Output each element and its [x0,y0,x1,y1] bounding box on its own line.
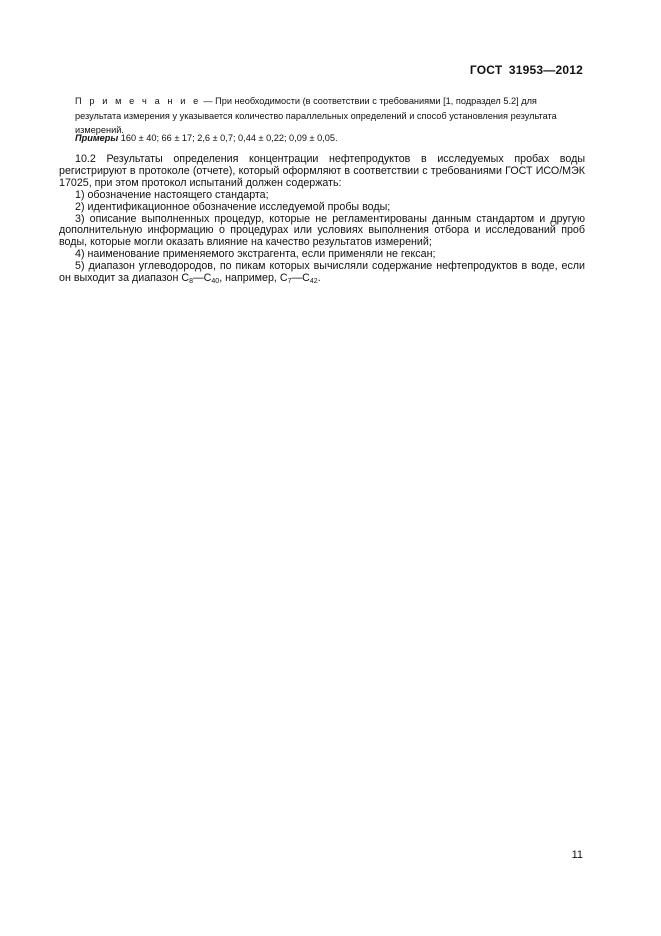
range-dash-1: —С [192,272,212,285]
list-item-4: 4) наименование применяемого экстрагента, если применяли не гексан; [75,248,436,261]
subscript-c7: 7 [287,278,292,286]
list-item-5-mid: , например, С [219,272,288,285]
list-item-5-text: 5) диапазон углеводородов, по пикам которых вычисляли содержание нефтепродуктов в воде, если он выходит за диапазон С [59,260,585,285]
list-item-2: 2) идентификационное обозначение исследуемой пробы воды; [75,200,391,213]
list-item-5 [59,261,585,285]
examples-label: Примеры [75,133,119,143]
subscript-c8: 8 [189,278,193,286]
list-item-3: 3) описание выполненных процедур, которые не регламентированы данным стандартом и другую дополнительную информацию о процедурах или условиях выполнения отбора и исследований проб воды, которые могли оказать влияние на качество результатов измерений; [59,212,585,249]
section-intro: 10.2 Результаты определения концентрации нефтепродуктов в исследуемых пробах воды регистрируют в протоколе (отчете), который оформляют в соответствии с требованиями ГОСТ ИСО/МЭК 17025, при этом протокол испытаний должен содержать: [59,153,585,189]
range-dash-2: —С [291,272,310,285]
page-number: 11 [571,849,583,861]
subscript-c42: 42 [309,278,318,286]
list-item-5-end: . [317,272,321,285]
subscript-c40: 40 [211,278,220,286]
list-item-1: 1) обозначение настоящего стандарта; [75,188,269,201]
examples-text: 160 ± 40; 66 ± 17; 2,6 ± 0,7; 0,44 ± 0,22; 0,09 ± 0,05. [118,133,338,143]
standard-header: ГОСТ 31953—2012 [469,63,583,77]
note-dash: — [200,96,216,106]
section-10-2 [59,154,585,285]
note-text: При необходимости (в соответствии с требованиями [1, подраздел 5.2] для результата измерения у указывается количество параллельных определений и способ установления результата измерений. [75,96,557,135]
examples-block [75,131,585,145]
note-label: П р и м е ч а н и е [75,96,201,106]
